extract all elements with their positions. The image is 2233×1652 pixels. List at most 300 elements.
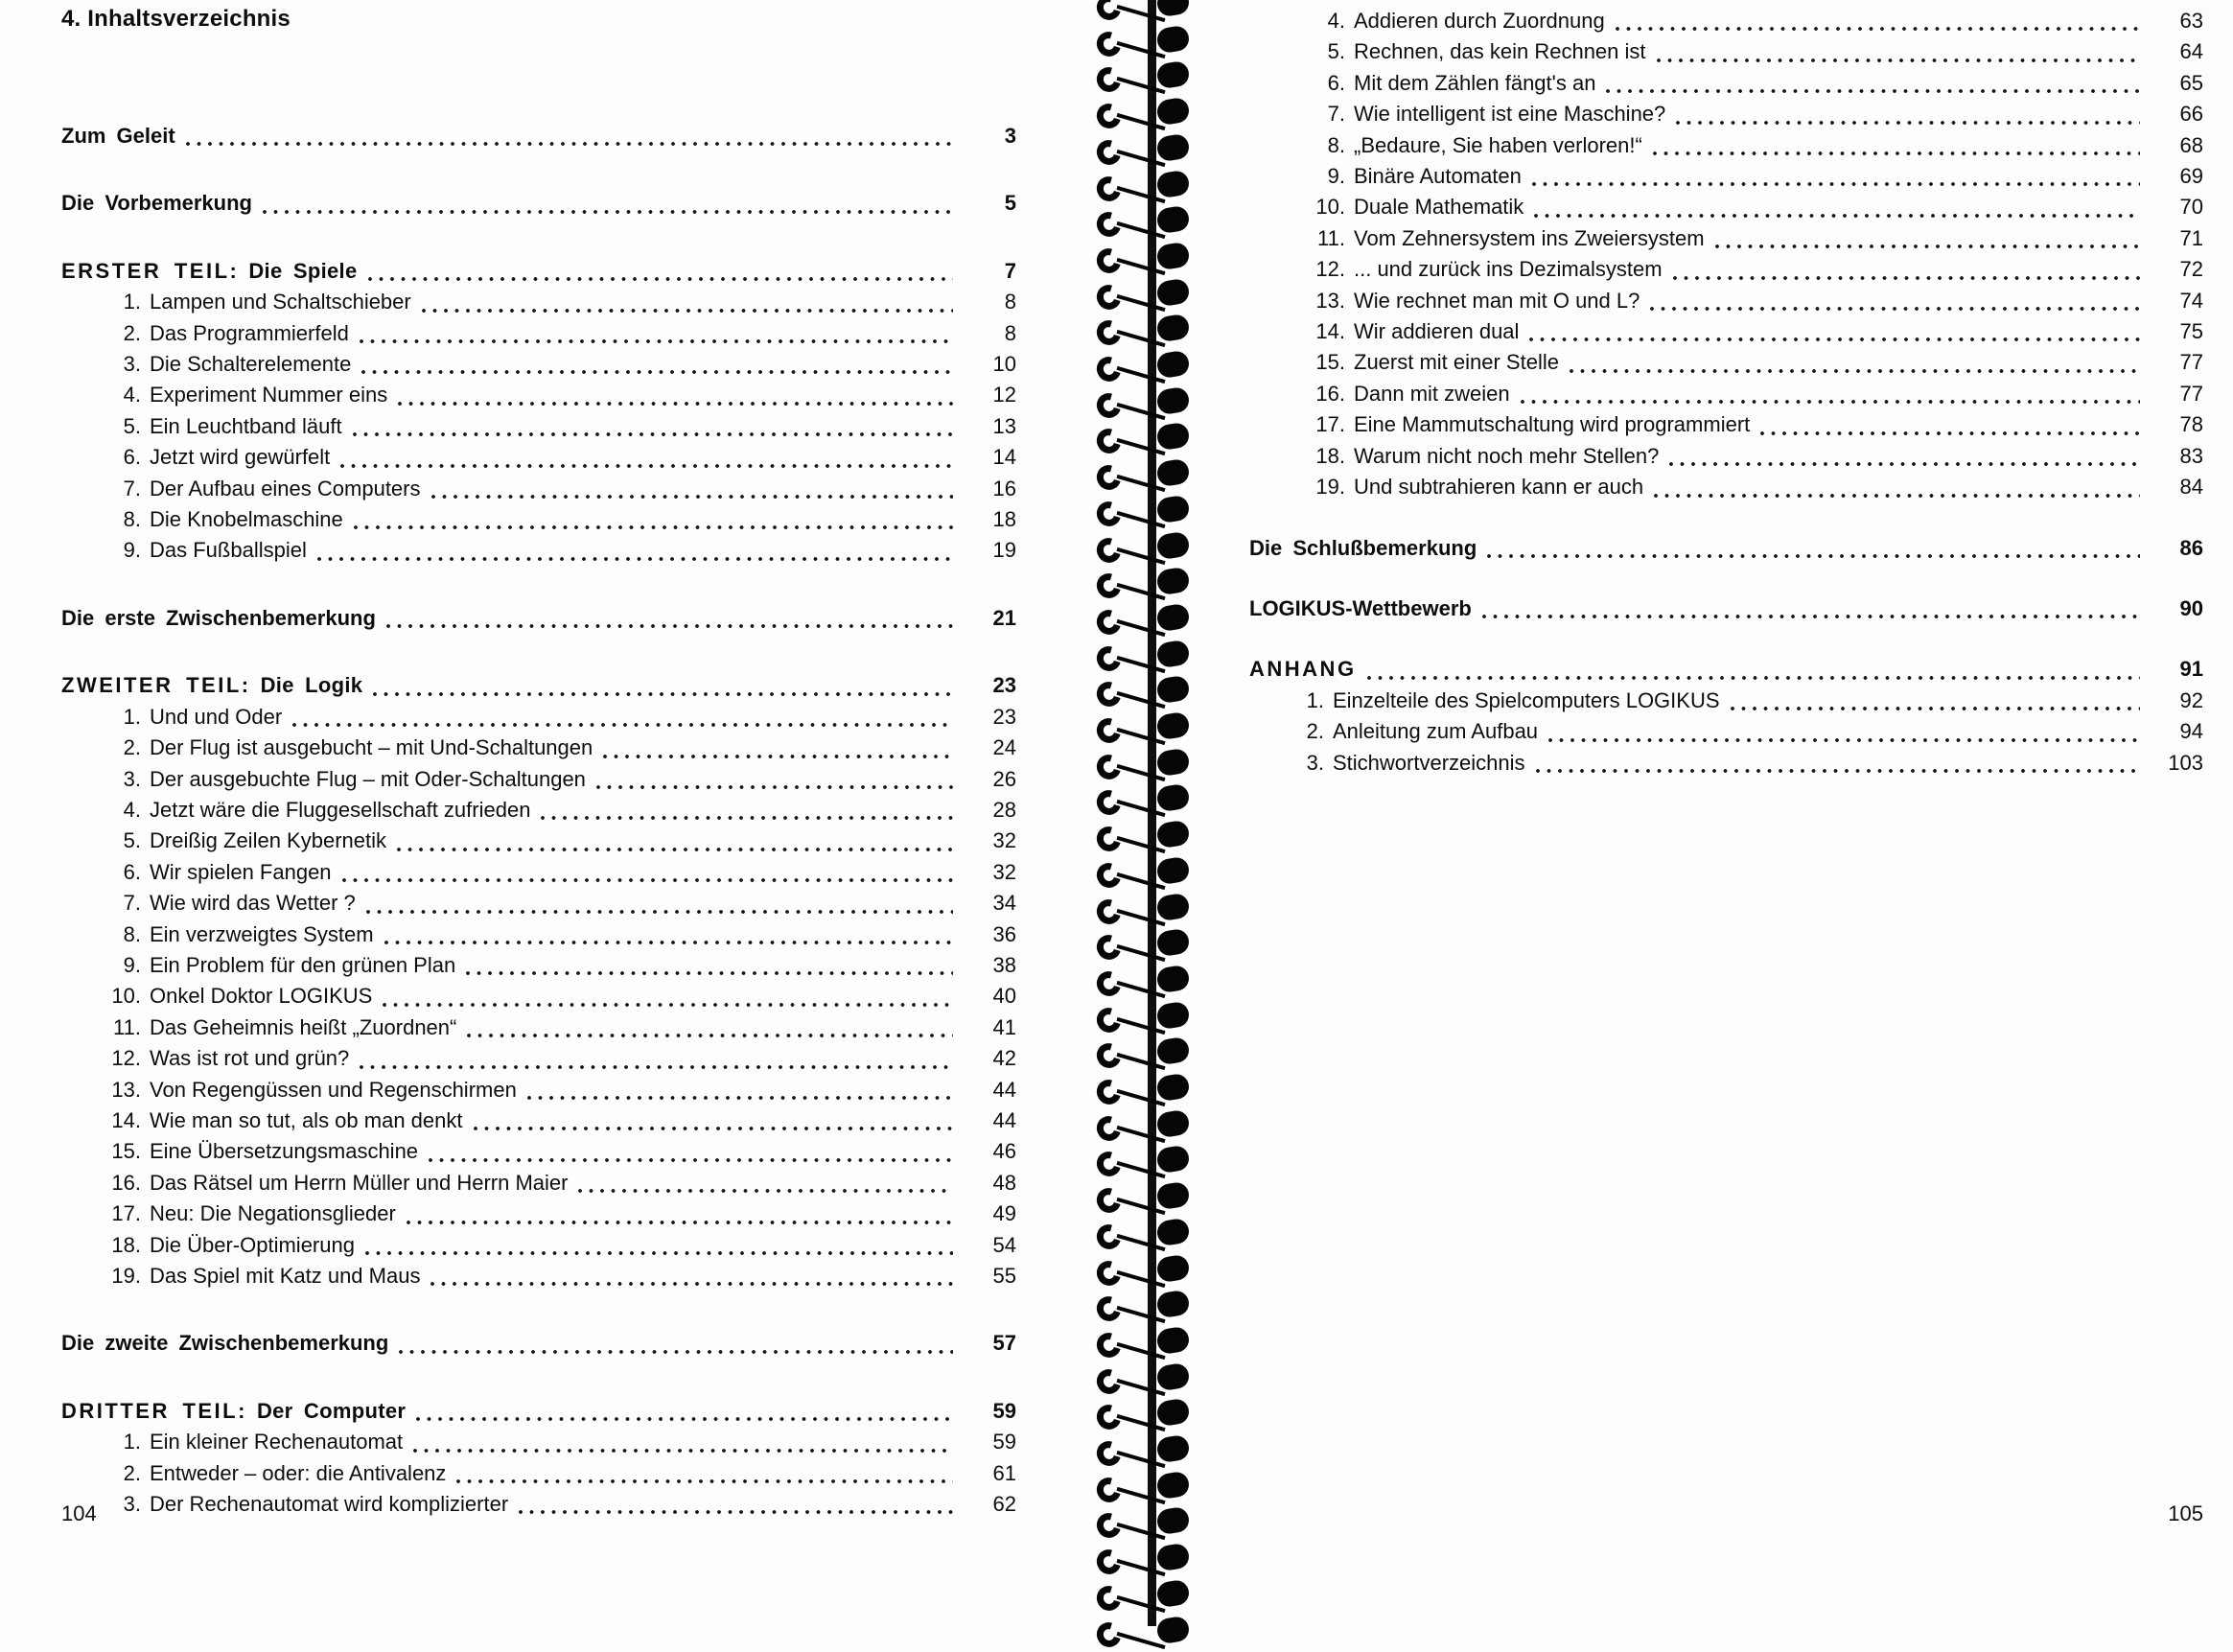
spiral-coil [1082,1254,1216,1291]
toc-page-number: 18 [992,507,1016,532]
spiral-coil-part [1116,1306,1165,1323]
dot-leader [578,1189,953,1193]
spiral-coil-part [1116,77,1165,94]
toc-entry-label: Der Rechenautomat wird komplizierter [150,1492,509,1517]
toc-entry-number: 3. [123,766,141,791]
spiral-coil-part [1155,1145,1191,1175]
spiral-coil-part [1116,403,1165,420]
spiral-coil-part [1116,366,1165,384]
toc-entry-label: Warum nicht noch mehr Stellen? [1354,443,1660,468]
dot-leader [373,692,953,696]
spiral-coil-part [1155,892,1191,921]
dot-leader [474,1127,954,1130]
spiral-coil-part [1116,764,1165,781]
spiral-coil [1082,25,1216,61]
toc-page-number: 77 [2179,350,2203,375]
spiral-coil-part [1092,353,1125,386]
spiral-coil-part [1155,855,1191,885]
toc-entry-label: Und und Oder [150,704,283,729]
toc-row [61,857,1016,888]
toc-row [61,188,1016,219]
spiral-coil-part [1155,964,1191,993]
spiral-coil-part [1155,1253,1191,1283]
spiral-coil-part [1092,497,1125,530]
toc-row [1249,654,2203,685]
toc-entry-number: 18. [1315,443,1345,468]
toc-page-number: 23 [992,673,1016,698]
dot-leader [1650,307,2140,311]
spiral-coil-part [1116,944,1165,962]
toc-entry-label: Entweder – oder: die Antivalenz [150,1460,447,1485]
toc-page-number: 40 [992,984,1016,1009]
spiral-coil-part [1155,747,1191,777]
dot-leader [1487,554,2140,558]
spiral-coil [1082,495,1216,531]
spiral-coil-part [1155,783,1191,813]
toc-entry-label: Der ausgebuchte Flug – mit Oder-Schaltungen [150,766,586,791]
dot-leader [1521,400,2140,404]
spiral-coil-part [1155,1615,1191,1644]
dot-leader [596,785,953,789]
toc-entry-label: Die Schlußbemerkung [1249,535,1477,560]
spiral-coil [1082,1073,1216,1109]
spiral-coil-part [1092,1364,1125,1398]
toc-entry-label: Das Programmierfeld [150,320,349,345]
toc-row [61,1043,1016,1074]
toc-page-number: 19 [992,538,1016,563]
toc-row [1249,593,2203,624]
toc-entry-label: Die zweite Zwischenbemerkung [61,1331,389,1356]
spiral-coil-part [1155,602,1191,632]
dot-leader [340,464,953,468]
spiral-coil-part [1116,5,1165,22]
toc-entry-number: 4. [1327,9,1345,33]
toc-row [61,1328,1016,1359]
toc-row [1249,441,2203,472]
toc-page-number: 16 [992,476,1016,500]
spiral-coil-part [1092,388,1125,422]
dot-leader [342,878,953,882]
dot-leader [397,848,953,851]
toc-row [61,950,1016,981]
spiral-coil [1082,1506,1216,1543]
dot-leader [1669,462,2140,466]
toc-part-prefix: ERSTER TEIL: [61,258,240,283]
dot-leader [360,1065,953,1069]
dot-leader [368,277,954,281]
toc-entry-number: 9. [123,538,141,563]
toc-page-number: 71 [2179,225,2203,250]
spiral-coil-part [1116,41,1165,58]
dot-leader [541,816,953,820]
toc-page-number: 10 [992,352,1016,377]
spiral-coil [1082,1181,1216,1218]
toc-row [1249,748,2203,779]
spiral-coil-part [1155,494,1191,524]
toc-entry-label: Jetzt wäre die Fluggesellschaft zufrieden [150,797,531,822]
spiral-coil-part [1155,0,1191,17]
spiral-coil-part [1092,967,1125,1001]
toc-part-prefix: ZWEITER TEIL: [61,673,251,698]
toc-page-number: 65 [2179,70,2203,95]
toc-entry-number: 10. [111,984,141,1009]
toc-page-number: 92 [2179,687,2203,712]
toc-row [61,603,1016,634]
toc-entry-number: 11. [113,1014,141,1039]
toc-entry-label: Und subtrahieren kann er auch [1354,475,1644,500]
toc-row [1249,223,2203,254]
toc-entry-number: 1. [123,704,141,729]
spiral-coil-part [1092,786,1125,820]
toc-page-number: 38 [992,952,1016,977]
toc-page-number: 21 [992,605,1016,630]
spiral-coil-part [1155,820,1191,849]
spiral-coil-part [1116,836,1165,853]
dot-leader [422,309,953,313]
spiral-coil-part [1092,1401,1125,1434]
toc-entry-number: 6. [1327,70,1345,95]
dot-leader [354,525,953,529]
toc-entry-number: 2. [123,320,141,345]
spiral-coil-part [1092,208,1125,242]
toc-page-number: 41 [992,1014,1016,1039]
toc-row [61,1458,1016,1489]
spiral-coil-part [1116,511,1165,528]
dot-leader [384,941,953,944]
spiral-coil [1082,893,1216,929]
toc-entry-label: Die Logik [260,673,363,698]
spiral-coil [1082,531,1216,568]
toc-row [61,318,1016,349]
toc-row [1249,192,2203,222]
toc-entry-number: 17. [1315,412,1345,437]
toc-page-number: 59 [992,1430,1016,1454]
toc-row [1249,254,2203,285]
toc-page-number: 62 [992,1492,1016,1517]
spiral-coil-part [1116,1126,1165,1143]
toc-row [1249,161,2203,192]
toc-row [61,121,1016,151]
toc-entry-number: 18. [111,1232,141,1257]
toc-page-number: 36 [992,921,1016,946]
spiral-coil-part [1155,530,1191,560]
spiral-coil-part [1092,1111,1125,1145]
toc-page-number: 54 [992,1232,1016,1257]
spiral-coil [1082,1471,1216,1507]
spiral-coil [1082,820,1216,856]
toc-row [1249,379,2203,409]
toc-entry-number: 3. [123,352,141,377]
toc-entry-label: Ein kleiner Rechenautomat [150,1430,404,1454]
spiral-coil-part [1116,1234,1165,1251]
spiral-coil [1082,1109,1216,1146]
spiral-coil-part [1116,1342,1165,1360]
spiral-coil-part [1155,1325,1191,1355]
spiral-coil-part [1155,1217,1191,1246]
toc-row [61,764,1016,795]
spiral-coil-part [1092,570,1125,603]
toc-row [61,1230,1016,1261]
toc-entry-number: 16. [111,1170,141,1195]
spiral-coil [1082,386,1216,423]
toc-entry-number: 9. [1327,164,1345,189]
toc-entry-number: 8. [123,921,141,946]
spiral-coil-part [1116,1451,1165,1468]
toc-row [61,888,1016,919]
spiral-coil [1082,97,1216,133]
spiral-coil-part [1092,1437,1125,1471]
toc-entry-label: Zum Geleit [61,124,175,148]
spiral-coil-part [1092,63,1125,97]
spiral-coil [1082,783,1216,820]
toc-row [61,1198,1016,1229]
dot-leader [466,971,953,975]
spiral-coil-part [1116,728,1165,745]
dot-leader [1529,337,2140,341]
toc-entry-number: 13. [1315,288,1345,313]
spiral-coil [1082,422,1216,458]
toc-entry-number: 7. [123,476,141,500]
dot-leader [519,1510,953,1514]
dot-leader [1532,182,2140,186]
spiral-coil [1082,603,1216,640]
spiral-coil [1082,1616,1216,1652]
toc-row [1249,316,2203,347]
spiral-coil [1082,567,1216,603]
spiral-coil-part [1116,1089,1165,1106]
toc-row [61,1075,1016,1105]
spiral-coil-part [1116,619,1165,637]
dot-leader [1570,369,2140,373]
toc-row [61,474,1016,504]
toc-entry-label: Ein Problem für den grünen Plan [150,952,456,977]
spiral-coil-part [1116,1595,1165,1613]
dot-leader [1653,151,2140,155]
toc-entry-label: ... und zurück ins Dezimalsystem [1354,257,1663,282]
toc-entry-number: 2. [123,1460,141,1485]
toc-entry-label: „Bedaure, Sie haben verloren!“ [1354,132,1642,157]
toc-page-number: 75 [2179,319,2203,344]
toc-entry-label: Dreißig Zeilen Kybernetik [150,828,386,853]
spiral-coil-part [1155,97,1191,127]
toc-row [61,670,1016,701]
spiral-coil-part [1155,1073,1191,1103]
toc-row [1249,286,2203,316]
toc-row [61,256,1016,287]
dot-leader [1731,707,2140,710]
page-number-right: 105 [2168,1501,2203,1525]
spiral-coil-part [1116,1414,1165,1431]
toc-row [61,1261,1016,1291]
toc-row [61,1168,1016,1198]
toc-entry-label: Der Aufbau eines Computers [150,476,421,500]
toc-entry-label: Wie man so tut, als ob man denkt [150,1107,463,1132]
toc-entry-number: 13. [111,1077,141,1102]
toc-page-number: 8 [1004,320,1016,345]
spiral-coil-part [1092,316,1125,350]
toc-entry-number: 15. [111,1139,141,1164]
spiral-coil [1082,1218,1216,1254]
dot-leader [398,402,953,406]
spiral-coil [1082,133,1216,170]
toc-page-number: 86 [2179,535,2203,560]
spiral-coil-part [1116,1017,1165,1035]
spiral-coil [1082,0,1216,25]
spiral-coil-part [1116,150,1165,167]
dot-leader [1616,27,2140,31]
spiral-coil-part [1155,458,1191,488]
toc-page-number: 32 [992,859,1016,884]
toc-row [61,826,1016,856]
spiral-coil-part [1092,1617,1125,1651]
toc-row [61,411,1016,442]
toc-entry-number: 4. [123,797,141,822]
dot-leader [429,1158,953,1162]
spiral-coil-part [1116,1523,1165,1540]
toc-entry-label: Dann mit zweien [1354,381,1510,406]
toc-entry-label: Addieren durch Zuordnung [1354,9,1605,33]
spiral-coil-part [1092,1292,1125,1326]
toc-row [1249,533,2203,564]
spiral-coil-part [1092,1076,1125,1109]
spiral-coil-part [1092,678,1125,711]
spiral-coil [1082,1326,1216,1362]
spiral-coil [1082,1579,1216,1616]
toc-entry-label: Duale Mathematik [1354,195,1524,220]
spiral-coil-part [1092,895,1125,928]
spiral-coil-part [1155,1470,1191,1500]
spiral-coil [1082,1362,1216,1399]
toc-entry-number: 2. [123,735,141,760]
toc-page-number: 12 [992,383,1016,407]
spiral-coil [1082,1434,1216,1471]
toc-entry-label: Das Geheimnis heißt „Zuordnen“ [150,1014,457,1039]
toc-page-number: 24 [992,735,1016,760]
toc-entry-number: 14. [1315,319,1345,344]
toc-entry-label: Experiment Nummer eins [150,383,388,407]
dot-leader [1367,676,2140,680]
dot-leader [430,1282,953,1286]
toc-page-number: 48 [992,1170,1016,1195]
toc-page-number: 49 [992,1201,1016,1226]
spiral-coil-part [1116,1631,1165,1648]
spiral-coil-part [1155,132,1191,162]
dot-leader [263,210,953,214]
toc-page-number: 91 [2179,657,2203,682]
toc-entry-number: 5. [123,413,141,438]
spiral-coil-part [1092,931,1125,965]
spiral-coil-part [1092,714,1125,748]
dot-leader [1673,276,2140,280]
spiral-coil-part [1092,1039,1125,1073]
spiral-coil-part [1092,1256,1125,1290]
spiral-coil [1082,1145,1216,1181]
dot-leader [1536,769,2140,773]
gutter-shadow [1148,0,1156,1626]
spiral-coil [1082,1290,1216,1326]
spiral-coil-part [1155,385,1191,415]
toc-entry-label: Die Vorbemerkung [61,191,252,216]
toc-entry-label: LOGIKUS-Wettbewerb [1249,595,1472,620]
toc-row [61,1396,1016,1427]
spiral-coil-part [1092,244,1125,278]
spiral-coil-part [1155,675,1191,705]
spiral-coil-part [1155,169,1191,198]
spiral-coil-part [1116,547,1165,564]
spiral-coil-part [1092,425,1125,458]
dot-leader [456,1479,953,1483]
spiral-coil-part [1155,567,1191,596]
toc-part-prefix: DRITTER TEIL: [61,1398,247,1423]
spiral-coil-part [1092,533,1125,567]
dot-leader [361,370,953,374]
toc-entry-label: Was ist rot und grün? [150,1046,350,1071]
spiral-coil [1082,928,1216,965]
toc-entry-label: Wie wird das Wetter ? [150,891,356,916]
toc-row [61,504,1016,535]
toc-row [61,442,1016,473]
spiral-coil-part [1092,1220,1125,1253]
toc-row [61,287,1016,317]
toc-page-number: 64 [2179,39,2203,64]
toc-page-number: 59 [992,1398,1016,1423]
spiral-coil-part [1116,691,1165,709]
spiral-coil-part [1116,981,1165,998]
spiral-coil-part [1155,928,1191,958]
toc-page-number: 28 [992,797,1016,822]
spiral-coil-part [1155,24,1191,54]
toc-entry-number: 1. [1306,687,1324,712]
spiral-coil [1082,60,1216,97]
spiral-coil-part [1092,461,1125,495]
toc-entry-label: Rechnen, das kein Rechnen ist [1354,39,1646,64]
dot-leader [1676,121,2140,125]
spiral-coil-part [1092,0,1125,24]
toc-row [1249,686,2203,716]
spiral-coil-part [1155,422,1191,452]
toc-entry-label: Wie intelligent ist eine Maschine? [1354,102,1666,127]
toc-row [1249,6,2203,36]
toc-entry-number: 4. [123,383,141,407]
spiral-coil [1082,1398,1216,1434]
toc-row [61,1012,1016,1043]
spiral-coil-part [1092,100,1125,133]
toc-page-number: 66 [2179,102,2203,127]
toc-page-number: 3 [1004,124,1016,148]
toc-row [1249,68,2203,99]
toc-page-number: 44 [992,1107,1016,1132]
toc-page-number: 42 [992,1046,1016,1071]
spiral-coil-part [1155,277,1191,307]
spiral-coil-part [1116,1053,1165,1070]
toc-page-number: 34 [992,891,1016,916]
toc-entry-label: Wir spielen Fangen [150,859,332,884]
dot-leader [386,624,953,628]
toc-page-number: 74 [2179,288,2203,313]
dot-leader [186,142,953,146]
toc-entry-label: Eine Mammutschaltung wird programmiert [1354,412,1751,437]
toc-entry-label: Stichwortverzeichnis [1333,750,1525,775]
toc-row [1249,130,2203,161]
toc-row [61,1427,1016,1457]
toc-entry-number: 6. [123,445,141,470]
toc-entry-number: 6. [123,859,141,884]
toc-entry-label: Die Schalterelemente [150,352,352,377]
toc-row [61,1489,1016,1520]
spiral-coil-part [1092,1509,1125,1543]
toc-page-number: 8 [1004,290,1016,314]
toc-entry-number: 10. [1315,195,1345,220]
